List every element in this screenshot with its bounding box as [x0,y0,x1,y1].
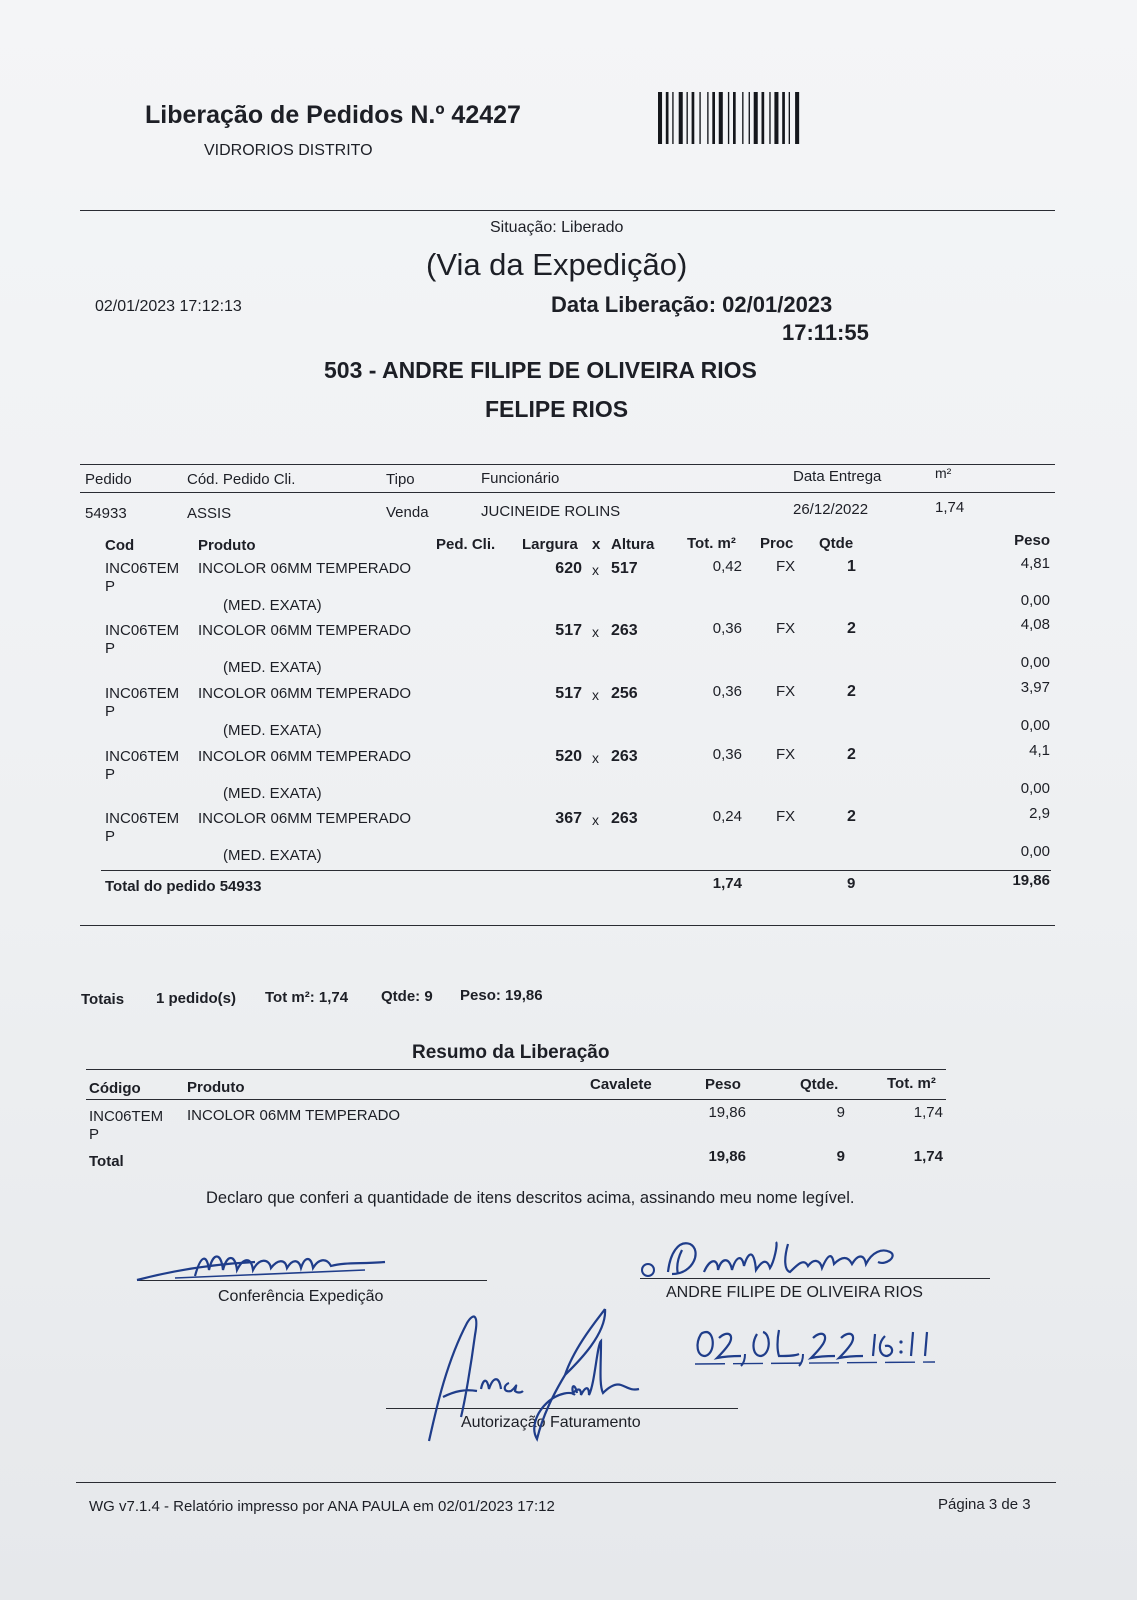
summary-title: Resumo da Liberação [412,1042,610,1063]
summary-col-qtde: Qtde. [800,1076,839,1093]
signature-label-right: ANDRE FILIPE DE OLIVEIRA RIOS [666,1284,923,1301]
item-note: (MED. EXATA) [223,597,322,614]
summary-qtde: 9 [836,1104,845,1121]
document-title: Liberação de Pedidos N.º 42427 [145,101,521,129]
item-width: 517 [555,622,582,639]
item-width: 367 [555,810,582,827]
summary-code-suffix: P [89,1126,100,1143]
col-qtde: Qtde [819,535,854,552]
col-cod: Cod [105,537,135,554]
item-peso: 2,9 [1029,805,1050,822]
col-x: x [592,536,601,553]
printed-timestamp: 02/01/2023 17:12:13 [95,298,242,315]
summary-code: INC06TEM [89,1108,164,1125]
col-peso: Peso [1014,532,1050,549]
totals-pedidos: 1 pedido(s) [156,990,237,1007]
item-code-suffix: P [105,640,116,657]
col-pedido: Pedido [85,471,132,488]
item-note: (MED. EXATA) [223,847,322,864]
item-proc: FX [776,746,796,763]
client-nickname: FELIPE RIOS [485,396,629,422]
summary-col-tot-m2: Tot. m² [887,1075,936,1092]
item-product: INCOLOR 06MM TEMPERADO [198,748,412,765]
item-code: INC06TEM [105,748,180,765]
col-largura: Largura [522,536,578,553]
item-product: INCOLOR 06MM TEMPERADO [198,622,412,639]
summary-total-label: Total [89,1153,124,1170]
item-code: INC06TEM [105,560,180,577]
divider [86,1099,946,1100]
item-code-suffix: P [105,578,116,595]
item-qtde: 1 [847,558,856,575]
col-ped-cli: Ped. Cli. [436,536,496,553]
item-product: INCOLOR 06MM TEMPERADO [198,560,412,577]
divider [86,1069,946,1070]
item-proc: FX [776,558,796,575]
item-peso: 4,1 [1029,742,1050,759]
item-code: INC06TEM [105,622,180,639]
divider [76,1482,1056,1483]
item-height: 263 [611,810,638,827]
employee: JUCINEIDE ROLINS [481,503,621,520]
totals-peso: Peso: 19,86 [460,987,543,1004]
item-qtde: 2 [847,808,856,825]
copy-type: (Via da Expedição) [426,247,688,282]
summary-col-peso: Peso [705,1076,741,1093]
item-peso: 4,08 [1020,616,1050,633]
item-peso-note: 0,00 [1020,843,1050,860]
col-funcionario: Funcionário [481,470,560,487]
item-code-suffix: P [105,766,116,783]
item-code-suffix: P [105,828,116,845]
item-x: x [592,624,599,640]
item-note: (MED. EXATA) [223,659,322,676]
summary-total-peso: 19,86 [708,1148,746,1165]
item-width: 620 [555,560,582,577]
item-peso-note: 0,00 [1020,592,1050,609]
signature-label-left: Conferência Expedição [218,1288,384,1305]
item-code: INC06TEM [105,685,180,702]
item-height: 263 [611,748,638,765]
col-produto: Produto [198,537,256,554]
col-proc: Proc [760,535,794,552]
summary-total-m2: 1,74 [913,1148,943,1165]
item-width: 517 [555,685,582,702]
item-product: INCOLOR 06MM TEMPERADO [198,685,412,702]
release-time: 17:11:55 [782,320,869,345]
handwritten-signature-center [425,1305,665,1450]
item-peso-note: 0,00 [1020,717,1050,734]
footer-page-number: Página 3 de 3 [938,1496,1031,1513]
item-x: x [592,812,599,828]
divider [80,210,1055,211]
item-peso: 4,81 [1020,555,1050,572]
item-x: x [592,750,599,766]
handwritten-signature-left [135,1240,395,1290]
totals-m2: Tot m²: 1,74 [265,989,349,1006]
summary-col-cavalete: Cavalete [590,1076,652,1093]
order-m2: 1,74 [935,499,965,516]
status-text: Situação: Liberado [490,219,624,236]
summary-col-produto: Produto [187,1079,245,1096]
item-proc: FX [776,683,796,700]
col-cod-pedido-cli: Cód. Pedido Cli. [187,471,296,488]
item-tot-m2: 0,42 [712,558,742,575]
col-m2: m² [935,465,952,481]
item-height: 263 [611,622,638,639]
col-data-entrega: Data Entrega [793,468,882,485]
item-height: 256 [611,685,638,702]
barcode-icon [658,92,830,144]
footer-print-info: WG v7.1.4 - Relatório impresso por ANA PAULA em 02/01/2023 17:12 [89,1498,555,1515]
order-total-m2: 1,74 [712,875,742,892]
item-product: INCOLOR 06MM TEMPERADO [198,810,412,827]
divider [80,492,1055,493]
item-tot-m2: 0,36 [712,620,742,637]
item-height: 517 [611,560,638,577]
item-proc: FX [776,620,796,637]
summary-total-qtde: 9 [836,1148,845,1165]
order-type: Venda [386,504,429,521]
client-order-code: ASSIS [187,505,232,522]
item-proc: FX [776,808,796,825]
order-number: 54933 [85,505,127,522]
item-peso-note: 0,00 [1020,780,1050,797]
release-date: Data Liberação: 02/01/2023 [551,292,833,317]
item-code-suffix: P [105,703,116,720]
order-total-qtde: 9 [847,875,856,892]
client-name: 503 - ANDRE FILIPE DE OLIVEIRA RIOS [324,357,757,383]
divider [101,870,1051,871]
item-note: (MED. EXATA) [223,785,322,802]
item-peso-note: 0,00 [1020,654,1050,671]
item-qtde: 2 [847,683,856,700]
item-note: (MED. EXATA) [223,722,322,739]
item-code: INC06TEM [105,810,180,827]
col-altura: Altura [611,536,655,553]
summary-peso: 19,86 [708,1104,746,1121]
item-tot-m2: 0,36 [712,683,742,700]
company-name: VIDRORIOS DISTRITO [204,142,373,159]
handwritten-signature-right [638,1234,908,1285]
divider [80,464,1055,465]
item-tot-m2: 0,24 [712,808,742,825]
declaration-text: Declaro que conferi a quantidade de itens descritos acima, assinando meu nome legível. [206,1189,855,1207]
item-tot-m2: 0,36 [712,746,742,763]
item-width: 520 [555,748,582,765]
item-qtde: 2 [847,620,856,637]
signature-label-center: Autorização Faturamento [461,1414,641,1431]
col-tot-m2: Tot. m² [687,535,736,552]
col-tipo: Tipo [386,471,415,488]
order-total-label: Total do pedido 54933 [105,878,262,895]
item-x: x [592,562,599,578]
item-x: x [592,687,599,703]
divider [80,925,1055,926]
summary-tot-m2: 1,74 [913,1104,943,1121]
delivery-date: 26/12/2022 [793,501,869,518]
summary-product: INCOLOR 06MM TEMPERADO [187,1107,401,1124]
handwritten-date [695,1326,955,1377]
totals-label: Totais [81,991,125,1008]
order-total-peso: 19,86 [1012,872,1050,889]
item-peso: 3,97 [1020,679,1050,696]
totals-qtde: Qtde: 9 [381,988,433,1005]
summary-col-codigo: Código [89,1080,141,1097]
item-qtde: 2 [847,746,856,763]
